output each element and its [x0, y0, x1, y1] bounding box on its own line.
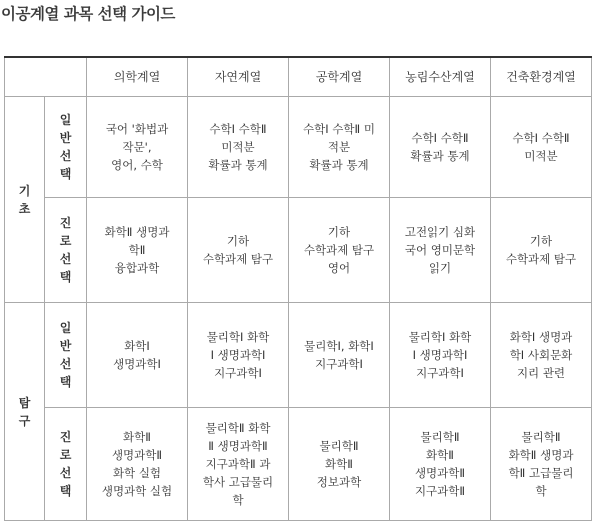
subject-cell: 기하 수학과제 탐구: [188, 198, 289, 303]
column-header: 건축환경계열: [491, 57, 592, 97]
row-type-label: 진로선택: [45, 198, 87, 303]
table-row: [5, 198, 592, 303]
subject-cell: 물리학Ⅱ 화학Ⅱ 생명과 학Ⅱ 고급물리 학: [491, 408, 592, 521]
group-label: 기초: [5, 97, 45, 303]
subject-cell: 수학Ⅰ 수학Ⅱ 미 적분 확률과 통계: [289, 97, 390, 198]
row-type-label: 일반선택: [45, 97, 87, 198]
subject-cell: 화학Ⅰ 생명과 학Ⅰ 사회문화 지리 관련: [491, 303, 592, 408]
column-header: 농림수산계열: [390, 57, 491, 97]
subject-cell: 수학Ⅰ 수학Ⅱ 미적분 확률과 통계: [188, 97, 289, 198]
subject-cell: 물리학Ⅰ, 화학Ⅰ 지구과학Ⅰ: [289, 303, 390, 408]
subject-cell: 고전읽기 심화 국어 영미문학 읽기: [390, 198, 491, 303]
page-title: 이공계열 과목 선택 가이드: [1, 5, 175, 23]
subject-cell: 수학Ⅰ 수학Ⅱ 미적분: [491, 97, 592, 198]
subject-cell: 물리학Ⅱ 화학Ⅱ 정보과학: [289, 408, 390, 521]
subject-cell: 화학Ⅱ 생명과 학Ⅱ 융합과학: [87, 198, 188, 303]
row-type-label: 일반선택: [45, 303, 87, 408]
subject-cell: 국어 '화법과 작문', 영어, 수학: [87, 97, 188, 198]
subject-cell: 기하 수학과제 탐구 영어: [289, 198, 390, 303]
subject-cell: 물리학Ⅱ 화학Ⅱ 생명과학Ⅱ 지구과학Ⅱ: [390, 408, 491, 521]
subject-cell: 물리학Ⅰ 화학 Ⅰ 생명과학Ⅰ 지구과학Ⅰ: [188, 303, 289, 408]
subject-cell: 화학Ⅰ 생명과학Ⅰ: [87, 303, 188, 408]
subject-cell: 물리학Ⅰ 화학 Ⅰ 생명과학Ⅰ 지구과학Ⅰ: [390, 303, 491, 408]
group-label: 탐구: [5, 303, 45, 521]
table-row: [5, 97, 592, 198]
column-header: 공학계열: [289, 57, 390, 97]
table-row: [5, 408, 592, 521]
subject-cell: 물리학Ⅱ 화학 Ⅱ 생명과학Ⅱ 지구과학Ⅱ 과 학사 고급물리 학: [188, 408, 289, 521]
column-header: 자연계열: [188, 57, 289, 97]
corner-cell: [5, 57, 87, 97]
row-type-label: 진로선택: [45, 408, 87, 521]
subject-cell: 수학Ⅰ 수학Ⅱ 확률과 통계: [390, 97, 491, 198]
table-row: [5, 303, 592, 408]
subject-cell: 화학Ⅱ 생명과학Ⅱ 화학 실험 생명과학 실험: [87, 408, 188, 521]
subject-cell: 기하 수학과제 탐구: [491, 198, 592, 303]
subject-guide-table: [4, 56, 592, 521]
header-row: [5, 57, 592, 97]
column-header: 의학계열: [87, 57, 188, 97]
